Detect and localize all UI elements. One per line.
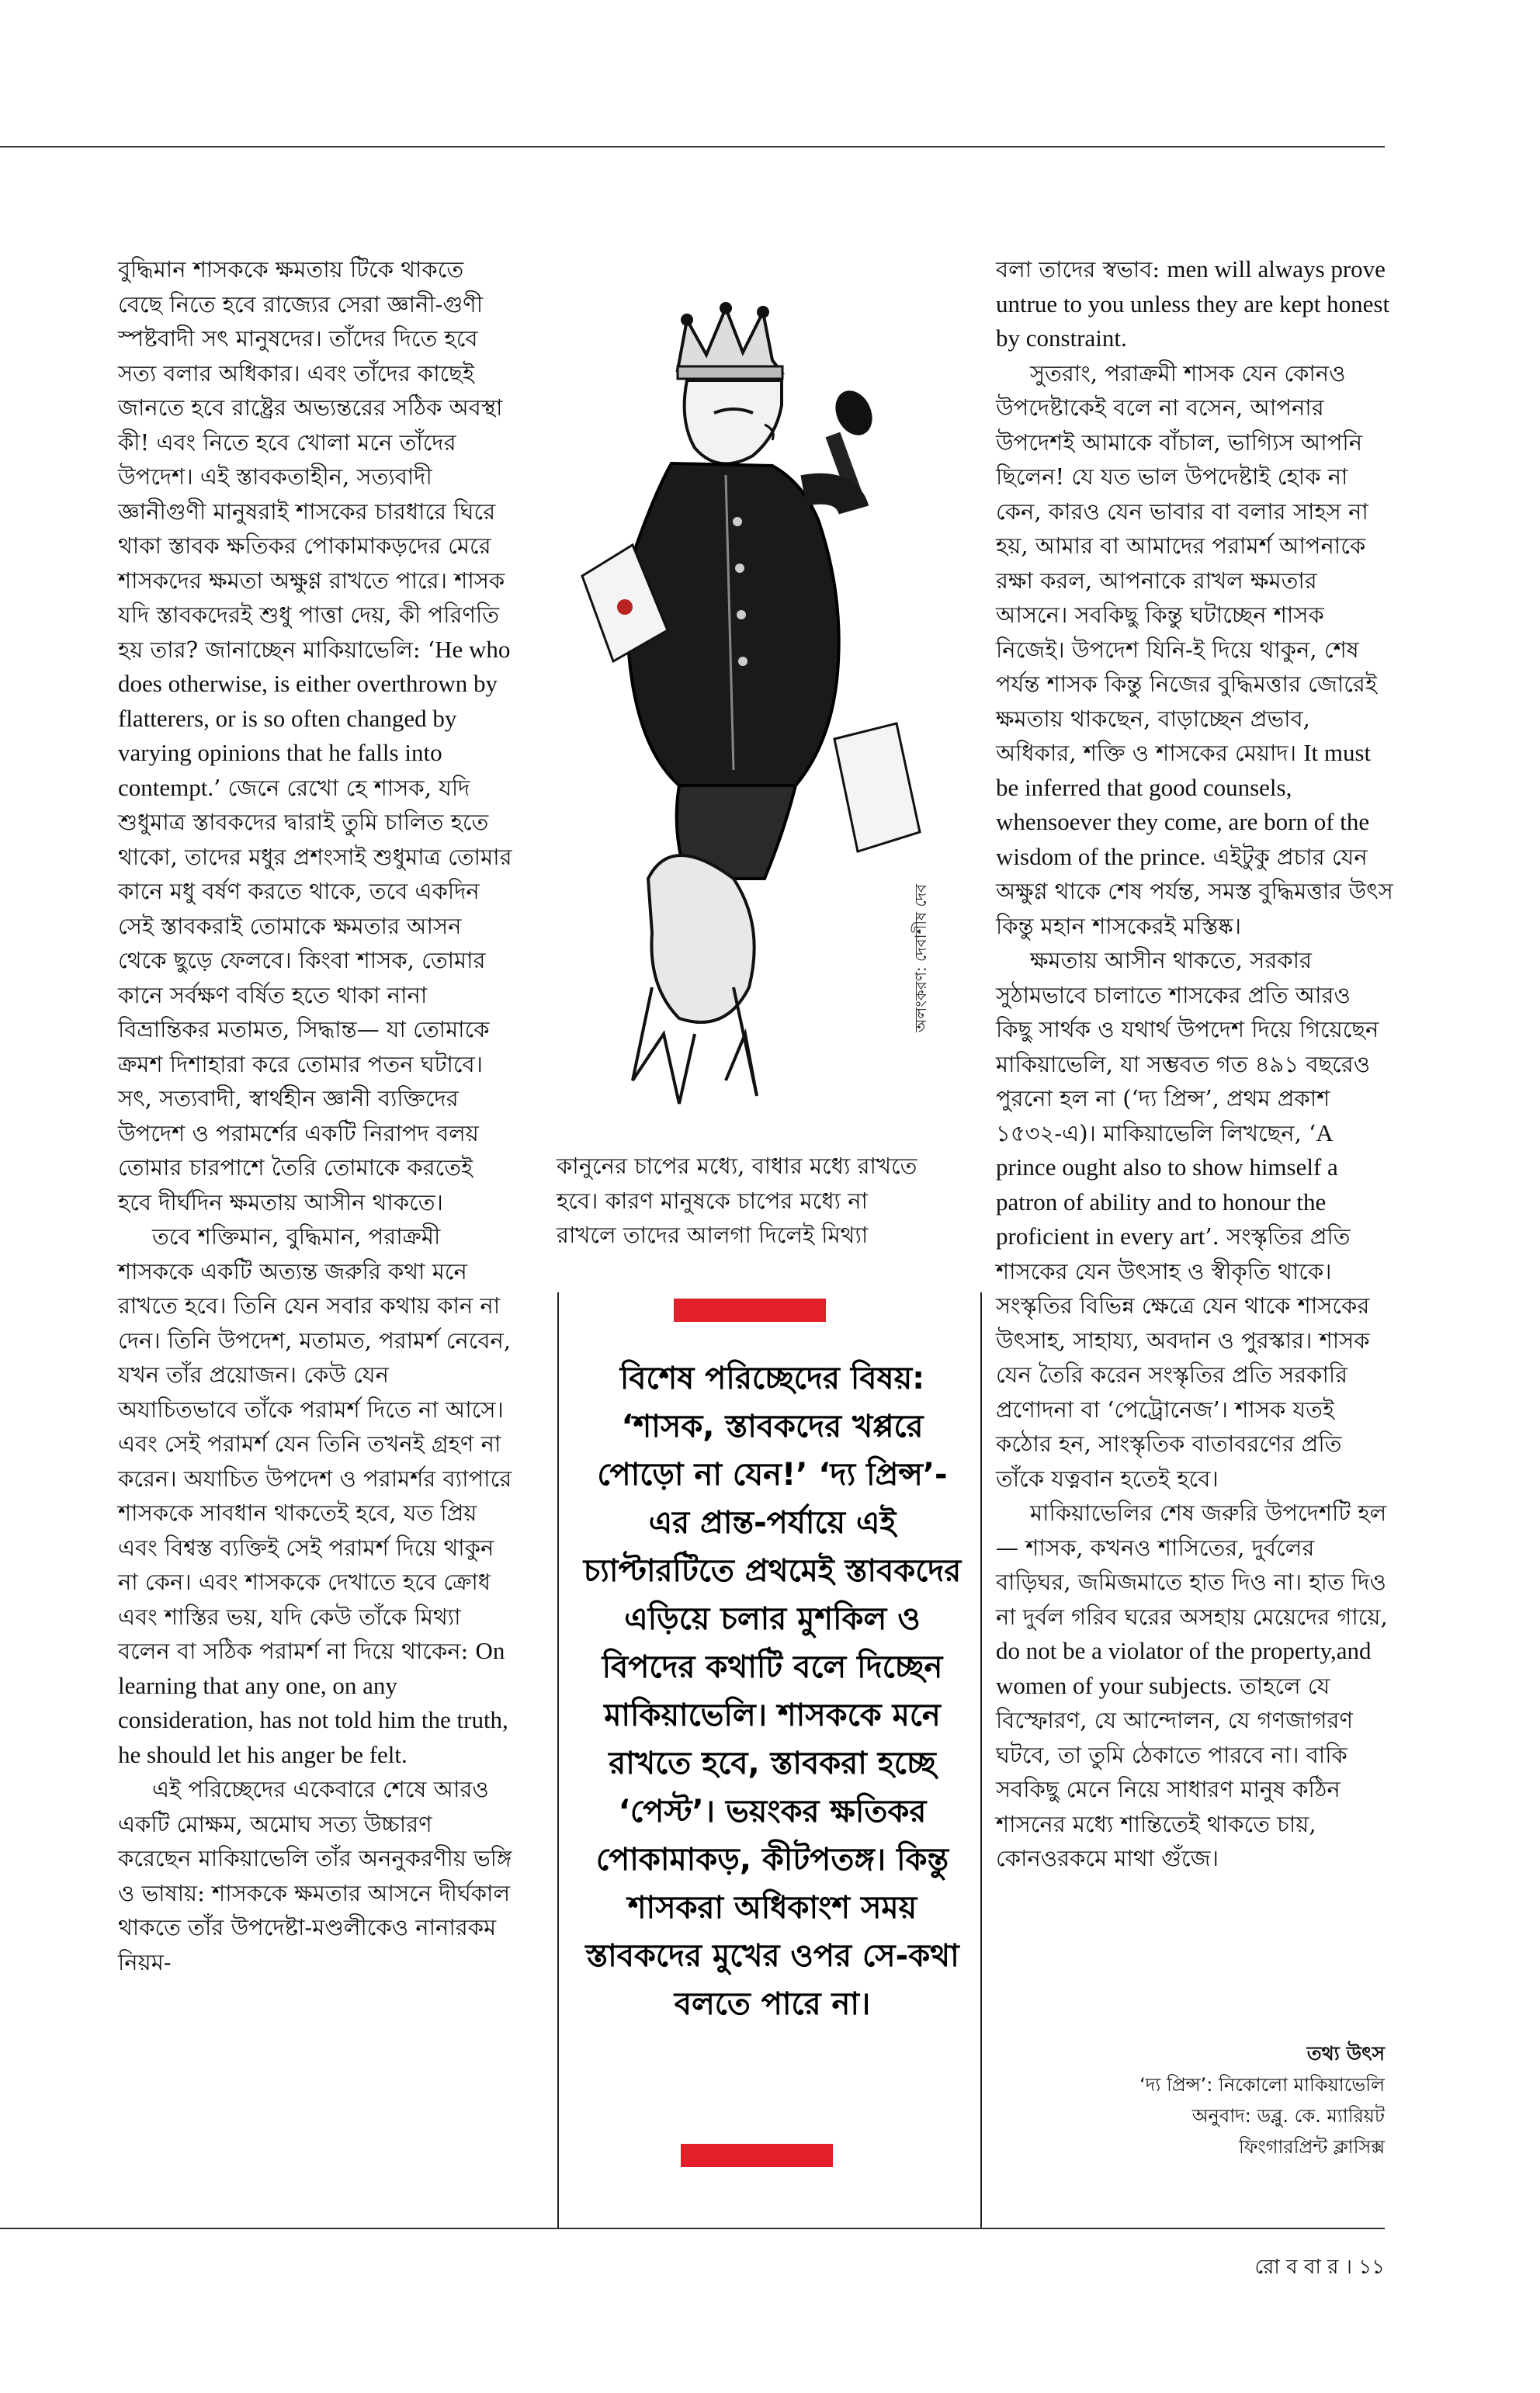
bottom-rule bbox=[0, 2228, 1385, 2229]
sources-heading: তথ্য উৎস bbox=[1306, 2042, 1385, 2065]
right-paragraph-1: বলা তাদের স্বভাব: men will always prove untrue to you unless they are kept honest by constraint. bbox=[996, 255, 1390, 352]
pullquote-bottom-bar bbox=[681, 2144, 833, 2167]
illustration-credit: অলংকরণ: দেবাশীষ দেব bbox=[911, 883, 930, 1032]
pull-quote bbox=[578, 1354, 966, 2028]
left-paragraph-1: বুদ্ধিমান শাসককে ক্ষমতায় টিকে থাকতে বেছে নিতে হবে রাজ্যের সেরা জ্ঞানী-গুণী স্পষ্টবাদী সৎ মানুষদের। তাঁদের দিতে হবে সত্য বলার অধিকার। এবং তাঁদের কাছেই জানতে হবে রাষ্ট্রের অভ্যন্তরের সঠিক অবস্থা কী! এবং নিতে হবে খোলা মনে তাঁদের উপদেশ। এই স্তাবকতাহীন, সত্যবাদী জ্ঞানীগুণী মানুষরাই শাসকের চারধারে ঘিরে থাকা স্তাবক ক্ষতিকর পোকামাকড়দের মেরে শাসকদের ক্ষমতা অক্ষুণ্ণ রাখতে পারে। শাসক যদি স্তাবকদেরই শুধু পাত্তা দেয়, কী পরিণতি হয় তার? জানাচ্ছেন মাকিয়াভেলি: ‘He who does otherwise, is either overthrown by flatterers, or is so often changed by varying opinions that he falls into contempt.’ জেনে রেখো হে শাসক, যদি শুধুমাত্র স্তাবকদের দ্বারাই তুমি চালিত হতে থাকো, তাদের মধুর প্রশংসাই শুধুমাত্র তোমার কানে মধু বর্ষণ করতে থাকে, তবে একদিন সেই স্তাবকরাই তোমাকে ক্ষমতার আসন থেকে ছুড়ে ফেলবে। কিংবা শাসক, তোমার কানে সর্বক্ষণ বর্ষিত হতে থাকা নানা বিভ্রান্তিকর মতামত, সিদ্ধান্ত— যা তোমাকে ক্রমশ দিশাহারা করে তোমার পতন ঘটাবে। সৎ, সত্যবাদী, স্বার্থহীন জ্ঞানী ব্যক্তিদের উপদেশ ও পরামর্শের একটি নিরাপদ বলয় তোমার চারপাশে তৈরি তোমাকে করতেই হবে দীর্ঘদিন ক্ষমতায় আসীন থাকতে। bbox=[118, 256, 512, 1216]
right-column bbox=[996, 252, 1393, 1876]
paper-right-icon bbox=[834, 723, 920, 851]
right-paragraph-3: ক্ষমতায় আসীন থাকতে, সরকার সুঠামভাবে চালাতে শাসকের প্রতি আরও কিছু সার্থক ও যথার্থ উপদেশ দিয়ে গিয়েছেন মাকিয়াভেলি, যা সম্ভবত গত ৪৯১ বছরেও পুরনো হল না (‘দ্য প্রিন্স’, প্রথম প্রকাশ ১৫৩২-এ)। মাকিয়াভেলি লিখছেন, ‘A prince ought also to show himself a patron of ability and to honour the proficient in every art’. সংস্কৃতির প্রতি শাসকের যেন উৎসাহ ও স্বীকৃতি থাকে। সংস্কৃতির বিভিন্ন ক্ষেত্রে যেন থাকে শাসকের উৎসাহ, সাহায্য, অবদান ও পুরস্কার। শাসক যেন তৈরি করেন সংস্কৃতির প্রতি সরকারি প্রণোদনা বা ‘পেট্রোনেজ’। শাসক যতই কঠোর হন, সাংস্কৃতিক বাতাবরণের প্রতি তাঁকে যত্নবান হতেই হবে। bbox=[996, 947, 1379, 1492]
source-line-3: ফিংগারপ্রিন্ট ক্লাসিক্স bbox=[1238, 2136, 1385, 2158]
illustration-king-with-microphone bbox=[578, 289, 935, 1119]
right-paragraph-4: মাকিয়াভেলির শেষ জরুরি উপদেশটি হল— শাসক, কখনও শাসিতের, দুর্বলের বাড়িঘর, জমিজমাতে হাত দিও না। হাত দিও না দুর্বল গরিব ঘরের অসহায় মেয়েদের গায়ে, do not be a violator of the property,and women of your subjects. তাহলে যে বিস্ফোরণ, যে আন্দোলন, যে গণজাগরণ ঘটবে, তা তুমি ঠেকাতে পারবে না। বাকি সবকিছু মেনে নিয়ে সাধারণ মানুষ কঠিন শাসনের মধ্যে শান্তিতেই থাকতে চায়, কোনওরকমে মাথা গুঁজে। bbox=[996, 1500, 1388, 1871]
top-rule bbox=[0, 146, 1385, 147]
pullquote-right-rule bbox=[980, 1292, 982, 2228]
reflection-figure bbox=[633, 786, 796, 1104]
pullquote-top-bar bbox=[674, 1299, 826, 1322]
page-footer: রো ব বা র । ১১ bbox=[1254, 2256, 1385, 2279]
left-column bbox=[118, 252, 512, 1979]
pull-quote-text: বিশেষ পরিচ্ছেদের বিষয়: ‘শাসক, স্তাবকদের খপ্পরে পোড়ো না যেন!’ ‘দ্য প্রিন্স’-এর প্রান্ত-পর্যায়ে এই চ্যাপ্টারটিতে প্রথমেই স্তাবকদের এড়িয়ে চলার মুশকিল ও বিপদের কথাটি বলে দিচ্ছেন মাকিয়াভেলি। শাসককে মনে রাখতে হবে, স্তাবকরা হচ্ছে ‘পেস্ট’। ভয়ংকর ক্ষতিকর পোকামাকড়, কীটপতঙ্গ। কিন্তু শাসকরা অধিকাংশ সময় স্তাবকদের মুখের ওপর সে-কথা বলতে পারে না। bbox=[583, 1361, 962, 2022]
left-paragraph-2: তবে শক্তিমান, বুদ্ধিমান, পরাক্রমী শাসককে একটি অত্যন্ত জরুরি কথা মনে রাখতে হবে। তিনি যেন সবার কথায় কান না দেন। তিনি উপদেশ, মতামত, পরামর্শ নেবেন, যখন তাঁর প্রয়োজন। কেউ যেন অযাচিতভাবে তাঁকে পরামর্শ দিতে না আসে। এবং সেই পরামর্শ যেন তিনি তখনই গ্রহণ না করেন। অযাচিত উপদেশ ও পরামর্শর ব্যাপারে শাসককে সাবধান থাকতেই হবে, যত প্রিয় এবং বিশ্বস্ত ব্যক্তিই সেই পরামর্শ দিয়ে থাকুন না কেন। এবং শাসককে দেখাতে হবে ক্রোধ এবং শাস্তির ভয়, যদি কেউ তাঁকে মিথ্যা বলেন বা সঠিক পরামর্শ না দিয়ে থাকেন: On learning that any one, on any consideration, has not told him the truth, he should let his anger be felt. bbox=[118, 1223, 512, 1768]
crown-icon bbox=[678, 302, 782, 379]
pullquote-left-rule bbox=[557, 1292, 559, 2228]
head-figure bbox=[685, 380, 782, 463]
middle-paragraph: কানুনের চাপের মধ্যে, বাধার মধ্যে রাখতে হবে। কারণ মানুষকে চাপের মধ্যে না রাখলে তাদের আলগা দিলেই মিথ্যা bbox=[557, 1153, 917, 1248]
source-line-1: ‘দ্য প্রিন্স’: নিকোলো মাকিয়াভেলি bbox=[1139, 2074, 1385, 2096]
left-paragraph-3: এই পরিচ্ছেদের একেবারে শেষে আরও একটি মোক্ষম, অমোঘ সত্য উচ্চারণ করেছেন মাকিয়াভেলি তাঁর অননুকরণীয় ভঙ্গি ও ভাষায়: শাসককে ক্ষমতার আসনে দীর্ঘকাল থাকতে তাঁর উপদেষ্টা-মণ্ডলীকেও নানারকম নিয়ম- bbox=[118, 1776, 512, 1975]
sources-block bbox=[997, 2038, 1385, 2162]
source-line-2: অনুবাদ: ডব্লু. কে. ম্যারিয়ট bbox=[1191, 2105, 1385, 2127]
middle-column bbox=[557, 1149, 925, 1253]
right-paragraph-2: সুতরাং, পরাক্রমী শাসক যেন কোনও উপদেষ্টাকেই বলে না বসেন, আপনার উপদেশই আমাকে বাঁচাল, ভাগ্যিস আপনি ছিলেন! যে যত ভাল উপদেষ্টাই হোক না কেন, কারও যেন ভাবার বা বলার সাহস না হয়, আমার বা আমাদের পরামর্শ আপনাকে রক্ষা করল, আপনাকে রাখল ক্ষমতার আসনে। সবকিছু কিন্তু ঘটাচ্ছেন শাসক নিজেই। উপদেশ যিনি-ই দিয়ে থাকুন, শেষ পর্যন্ত শাসক কিন্তু নিজের বুদ্ধিমত্তার জোরেই ক্ষমতায় থাকছেন, বাড়াচ্ছেন প্রভাব, অধিকার, শক্তি ও শাসকের মেয়াদ। It must be inferred that good counsels, whensoever they come, are born of the wisdom of the prince. এইটুকু প্রচার যেন অক্ষুণ্ণ থাকে শেষ পর্যন্ত, সমস্ত বুদ্ধিমত্তার উৎস কিন্তু মহান শাসকেরই মস্তিষ্ক। bbox=[996, 359, 1393, 939]
